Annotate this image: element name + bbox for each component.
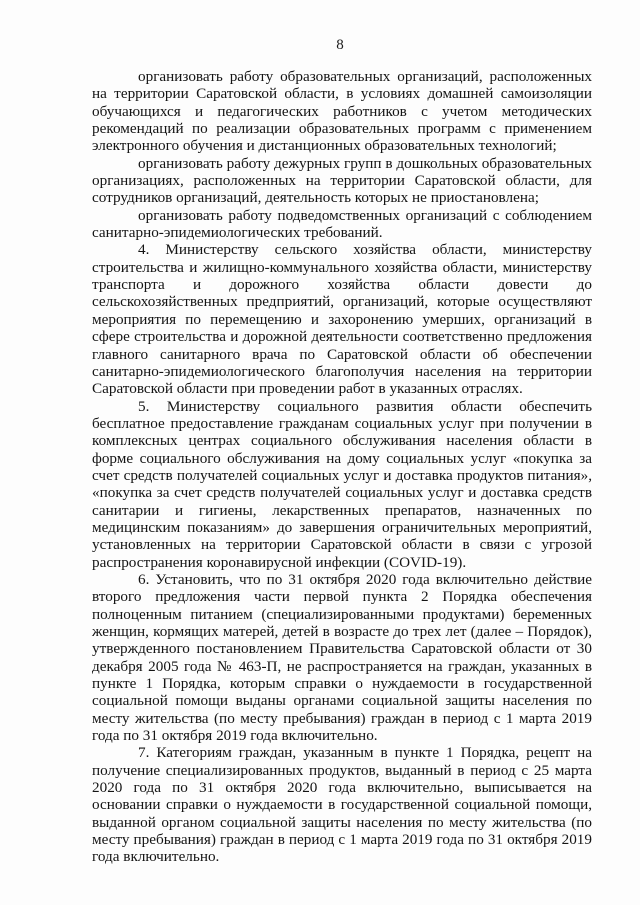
paragraph-item-4: 4. Министерству сельского хозяйства области, министерству строительства и жилищно-коммунального хозяйства области, министерству транспорта и дорожного хозяйства области довести до сельскохозяйственных предприятий, организаций, которые осуществляют мероприятия по перемещению и захоронению умерших, организаций в сфере строительства и дорожной деятельности соответственно предложения главного санитарного врача по Саратовской области об обеспечении санитарно-эпидемиологического благополучия населения на территории Саратовской области при проведении работ в указанных отраслях. xyxy=(92,241,592,398)
document-body xyxy=(92,68,592,866)
paragraph-subordinate-organizations: организовать работу подведомственных организаций с соблюдением санитарно-эпидемиологических требований. xyxy=(92,206,592,242)
page-number: 8 xyxy=(336,37,344,53)
paragraph-item-5: 5. Министерству социального развития области обеспечить бесплатное предоставление гражданам социальных услуг при получении в комплексных центрах социального обслуживания населения области в форме социального обслуживания на дому социальных услуг «покупка за счет средств получателей социальных услуг и доставка продуктов питания», «покупка за счет средств получателей социальных услуг и доставка средств санитарии и гигиены, лекарственных препаратов, назначенных по медицинским показаниям» до завершения ограничительных мероприятий, установленных на территории Саратовской области в связи с угрозой распространения коронавирусной инфекции (COVID-19). xyxy=(92,397,592,571)
paragraph-item-7: 7. Категориям граждан, указанным в пункте 1 Порядка, рецепт на получение специализированных продуктов, выданный в период с 25 марта 2020 года по 31 октября 2020 года включительно, выписывается на основании справки о нуждаемости в государственной социальной помощи, выданной органом социальной защиты населения по месту жительства (по месту пребывания) граждан в период с 1 марта 2019 года по 31 октября 2019 года включительно. xyxy=(92,744,592,866)
paragraph-item-6: 6. Установить, что по 31 октября 2020 года включительно действие второго предложения части первой пункта 2 Порядка обеспечения полноценным питанием (специализированными продуктами) беременных женщин, кормящих матерей, детей в возрасте до трех лет (далее – Порядок), утвержденного постановлением Правительства Саратовской области от 30 декабря 2005 года № 463-П, не распространяется на граждан, указанных в пункте 1 Порядка, которым справки о нуждаемости в государственной социальной помощи выданы органами социальной защиты населения по месту жительства (по месту пребывания) граждан в период с 1 марта 2019 года по 31 октября 2019 года включительно. xyxy=(92,570,592,745)
paragraph-duty-groups: организовать работу дежурных групп в дошкольных образовательных организациях, расположенных на территории Саратовской области, для сотрудников организаций, деятельность которых не приостановлена; xyxy=(92,154,592,207)
paragraph-education-organizations: организовать работу образовательных организаций, расположенных на территории Саратовской области, в условиях домашней самоизоляции обучающихся и педагогических работников с учетом методических рекомендаций по реализации образовательных программ с применением электронного обучения и дистанционных образовательных технологий; xyxy=(92,68,592,155)
